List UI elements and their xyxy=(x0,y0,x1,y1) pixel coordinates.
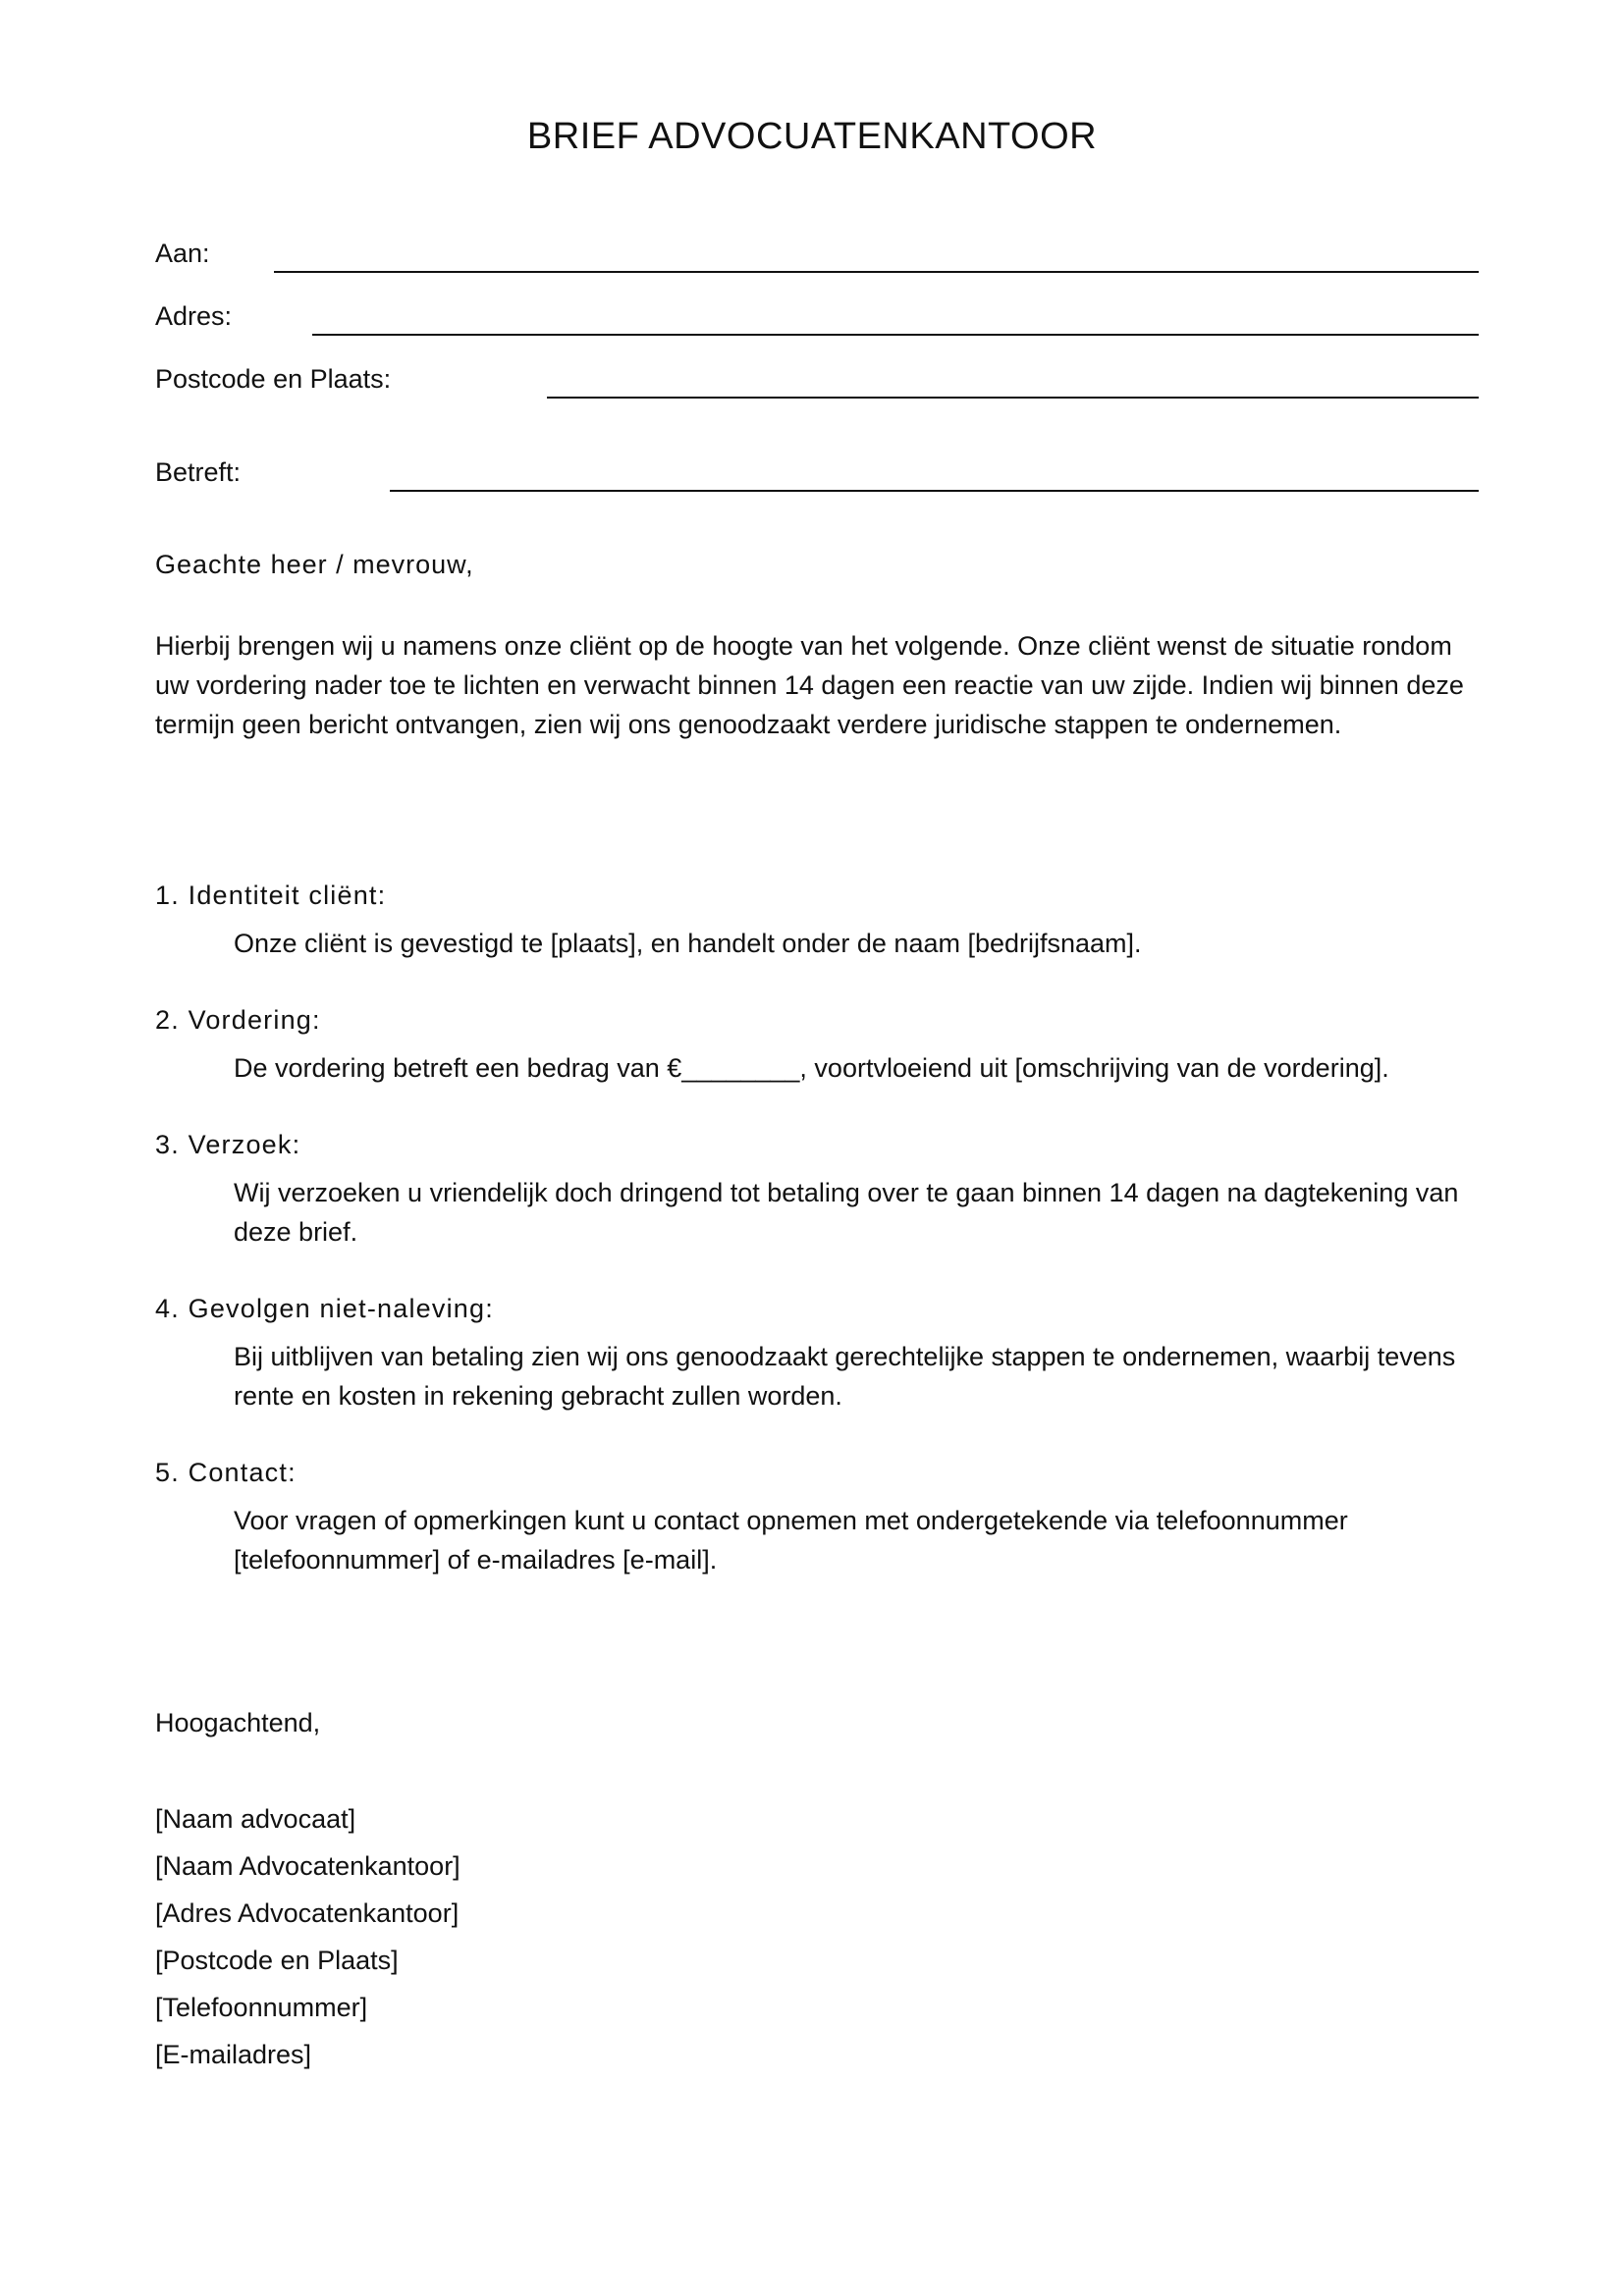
closing: Hoogachtend, xyxy=(155,1708,321,1737)
signature-lawyer-name: [Naam advocaat] xyxy=(155,1804,356,1834)
document-title: BRIEF ADVOCUATENKANTOOR xyxy=(526,116,1098,157)
section-heading-gevolgen: 4. Gevolgen niet-naleving: xyxy=(155,1294,494,1323)
field-line-postcode[interactable] xyxy=(547,397,1479,399)
field-line-adres[interactable] xyxy=(312,334,1479,336)
salutation: Geachte heer / mevrouw, xyxy=(155,550,474,579)
section-body-verzoek: Wij verzoeken u vriendelijk doch dringend tot betaling over te gaan binnen 14 dagen na dagtekening van deze brief. xyxy=(234,1178,1459,1247)
signature-phone: [Telefoonnummer] xyxy=(155,1993,368,2022)
signature-firm-name: [Naam Advocatenkantoor] xyxy=(155,1851,460,1881)
section-body-gevolgen: Bij uitblijven van betaling zien wij ons genoodzaakt gerechtelijke stappen te ondernemen, waarbij tevens rente en kosten in rekening gebracht zullen worden. xyxy=(234,1342,1456,1411)
field-label-postcode: Postcode en Plaats: xyxy=(155,364,392,394)
section-body-identiteit: Onze cliënt is gevestigd te [plaats], en handelt onder de naam [bedrijfsnaam]. xyxy=(234,929,1142,958)
section-heading-vordering: 2. Vordering: xyxy=(155,1005,321,1035)
field-label-aan: Aan: xyxy=(155,239,210,268)
signature-postcode: [Postcode en Plaats] xyxy=(155,1946,399,1975)
section-body-vordering: De vordering betreft een bedrag van €________, voortvloeiend uit [omschrijving van de vordering]. xyxy=(234,1053,1389,1083)
section-body-contact: Voor vragen of opmerkingen kunt u contact opnemen met ondergetekende via telefoonnummer [telefoonnummer] of e-mailadres [e-mail]. xyxy=(234,1506,1348,1575)
signature-firm-address: [Adres Advocatenkantoor] xyxy=(155,1898,460,1928)
section-heading-identiteit: 1. Identiteit cliënt: xyxy=(155,881,387,910)
signature-email: [E-mailadres] xyxy=(155,2040,312,2069)
intro-paragraph: Hierbij brengen wij u namens onze cliënt op de hoogte van het volgende. Onze cliënt wenst de situatie rondom uw vordering nader toe te lichten en verwacht binnen 14 dagen een reactie van uw zijde. Indien wij binnen deze termijn geen bericht ontvangen, zien wij ons genoodzaakt verdere juridische stappen te ondernemen. xyxy=(155,631,1464,739)
section-heading-contact: 5. Contact: xyxy=(155,1458,297,1487)
field-line-betreft[interactable] xyxy=(390,490,1479,492)
section-heading-verzoek: 3. Verzoek: xyxy=(155,1130,301,1159)
field-label-adres: Adres: xyxy=(155,301,233,331)
field-label-betreft: Betreft: xyxy=(155,457,242,487)
field-line-aan[interactable] xyxy=(274,271,1479,273)
